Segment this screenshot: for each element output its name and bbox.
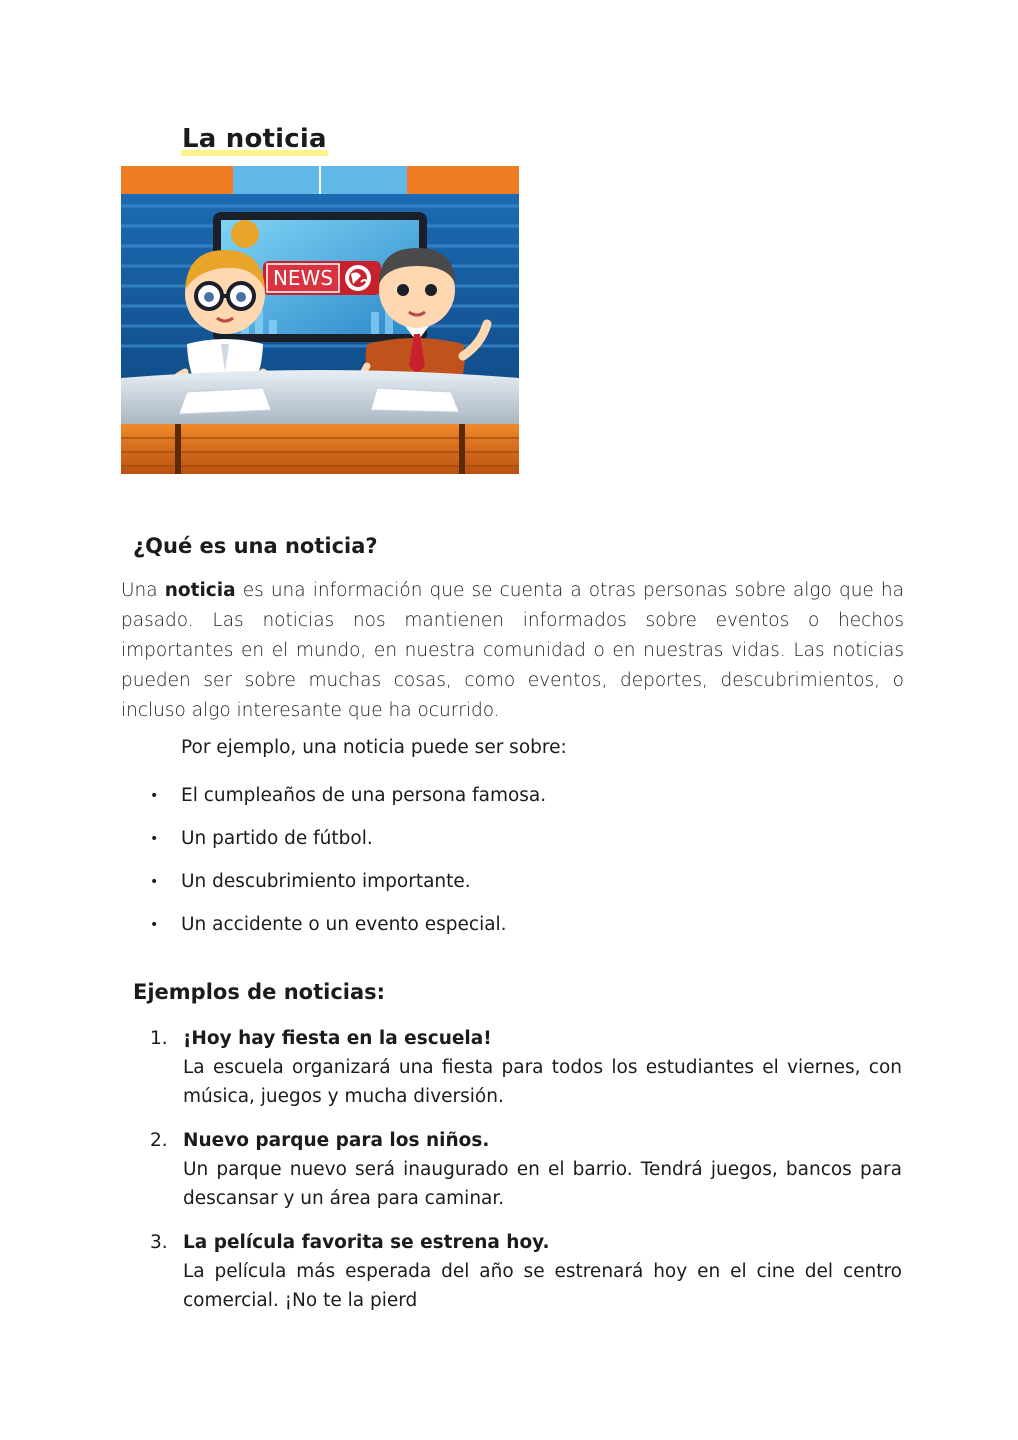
news-studio-illustration [121, 166, 519, 474]
list-item-text: Un accidente o un evento especial. [181, 914, 507, 935]
news-sign-text: NEWS [272, 266, 334, 290]
list-item-text: Un descubrimiento importante. [181, 871, 471, 892]
example-body [183, 1126, 902, 1213]
bullet-marker: • [150, 917, 159, 933]
example-title: ¡Hoy hay fiesta en la escuela! [183, 1028, 492, 1049]
bullet-marker: • [150, 831, 159, 847]
bullet-marker: • [150, 874, 159, 890]
example-item [150, 1126, 902, 1213]
example-text: Un parque nuevo será inaugurado en el barrio. Tendrá juegos, bancos para descansar y un área para caminar. [183, 1159, 902, 1209]
example-number: 1. [150, 1028, 168, 1049]
example-text: La escuela organizará una fiesta para todos los estudiantes el viernes, con música, juegos y mucha diversión. [183, 1057, 902, 1107]
list-item-text: El cumpleaños de una persona famosa. [181, 785, 547, 806]
example-text: La película más esperada del año se estrenará hoy en el cine del centro comercial. ¡No te la pierd [183, 1261, 902, 1311]
example-body [183, 1024, 902, 1111]
paragraph-body: es una información que se cuenta a otras personas sobre algo que ha pasado. Las noticias nos mantienen informados sobre eventos o hechos importantes en el mundo, en nuestra comunidad o en nuestras vidas. Las noticias pueden ser sobre muchas cosas, como eventos, deportes, descubrimientos, o incluso algo interesante que ha ocurrido. [121, 580, 904, 721]
globe-icon [345, 265, 371, 291]
list-item-text: Un partido de fútbol. [181, 828, 373, 849]
paragraph-keyword: noticia [164, 580, 236, 601]
example-item [150, 1228, 902, 1315]
example-title: La película favorita se estrena hoy. [183, 1232, 550, 1253]
bullet-marker: • [150, 788, 159, 804]
example-title: Nuevo parque para los niños. [183, 1130, 490, 1151]
page-title: La noticia [182, 124, 327, 154]
example-item [150, 1024, 902, 1111]
example-body [183, 1228, 902, 1315]
paragraph-prefix: Una [121, 580, 165, 601]
news-examples-list [150, 1024, 902, 1330]
examples-intro: Por ejemplo, una noticia puede ser sobre: [181, 737, 567, 758]
definition-paragraph [121, 576, 904, 726]
example-number: 3. [150, 1232, 168, 1253]
section-heading-ejemplos: Ejemplos de noticias: [133, 980, 386, 1004]
example-number: 2. [150, 1130, 168, 1151]
section-heading-que-es: ¿Qué es una noticia? [133, 534, 378, 558]
